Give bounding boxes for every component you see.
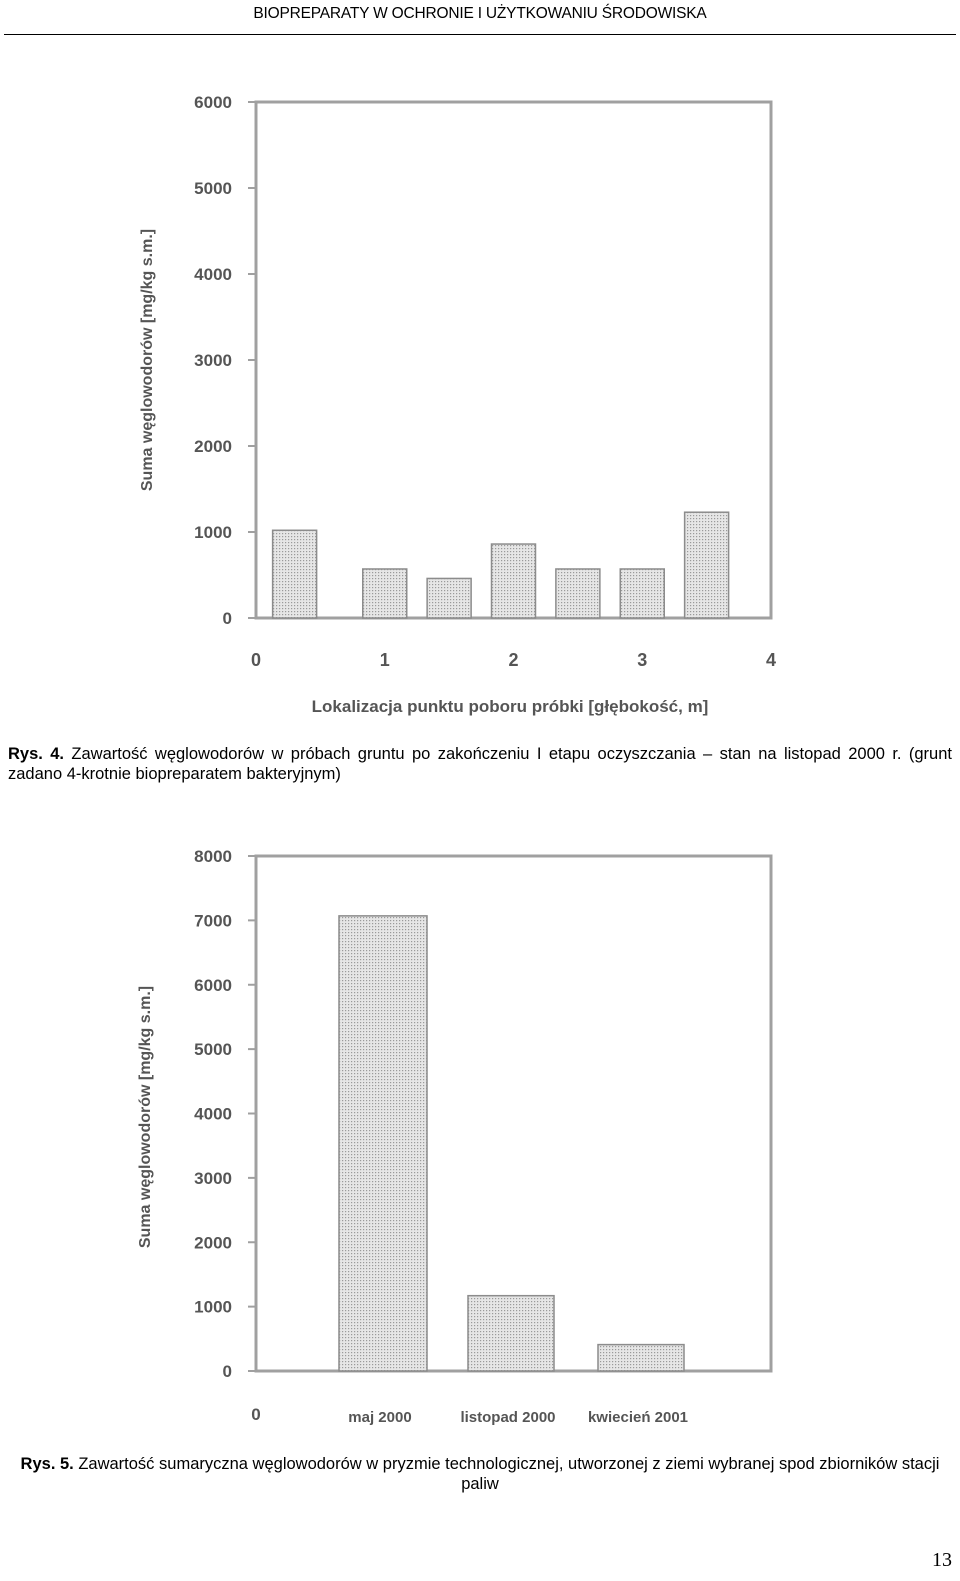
bar	[363, 569, 407, 618]
page-number: 13	[932, 1549, 952, 1571]
y-tick-label: 8000	[194, 847, 232, 866]
caption-figure-5	[8, 1454, 952, 1494]
x-category-label: kwiecień 2001	[587, 1409, 689, 1426]
chart-figure-4	[0, 80, 960, 730]
y-axis-label: Suma węglowodorów [mg/kg s.m.]	[137, 985, 154, 1249]
x-origin-label: 0	[251, 1405, 261, 1424]
y-tick-label: 1000	[194, 523, 232, 542]
x-tick-label: 0	[250, 650, 262, 670]
bar	[685, 512, 729, 618]
y-axis-label: Suma węglowodorów [mg/kg s.m.]	[139, 228, 156, 492]
y-tick-label: 5000	[194, 179, 232, 198]
y-tick-label: 6000	[194, 93, 232, 112]
y-tick-label: 7000	[194, 911, 232, 931]
caption-text: Zawartość węglowodorów w próbach gruntu po zakończeniu I etapu oczyszczania – stan na listopad 2000 r. (grunt zadano 4-krotnie biopreparatem bakteryjnym)	[8, 745, 952, 783]
bar	[468, 1296, 554, 1371]
bar	[556, 569, 600, 618]
chart-figure-5	[0, 830, 960, 1440]
x-axis-label: Lokalizacja punktu poboru próbki [głębokość, m]	[311, 697, 709, 716]
x-category-label: maj 2000	[348, 1409, 412, 1426]
y-tick-label: 3000	[194, 1168, 232, 1188]
chart-figure-4-svg	[0, 80, 960, 730]
x-tick-label: 2	[508, 650, 519, 670]
x-tick-label: 1	[379, 650, 390, 670]
plot-frame	[256, 856, 771, 1371]
header-divider	[4, 34, 956, 35]
bar	[598, 1345, 684, 1371]
bar	[620, 569, 664, 618]
y-tick-label: 4000	[194, 1104, 232, 1124]
y-tick-label: 1000	[194, 1297, 232, 1317]
y-tick-label: 4000	[194, 265, 232, 284]
caption-label: Rys. 5.	[20, 1455, 74, 1473]
page-header	[0, 0, 960, 36]
caption-figure-4	[8, 744, 952, 784]
bar	[339, 916, 427, 1371]
x-tick-label: 3	[637, 650, 648, 670]
y-tick-label: 0	[222, 1362, 232, 1381]
chart-figure-5-svg	[0, 830, 960, 1440]
y-tick-label: 0	[222, 609, 232, 628]
caption-text: Zawartość sumaryczna węglowodorów w pryzmie technologicznej, utworzonej z ziemi wybranej spod zbiorników stacji paliw	[73, 1455, 940, 1493]
running-title: BIOPREPARATY W OCHRONIE I UŻYTKOWANIU ŚRODOWISKA	[253, 5, 707, 22]
x-tick-label: 4	[765, 650, 777, 670]
x-category-label: listopad 2000	[460, 1409, 556, 1426]
bar	[273, 530, 317, 618]
y-tick-label: 6000	[194, 975, 232, 995]
bar	[427, 578, 471, 618]
caption-label: Rys. 4.	[8, 745, 65, 763]
y-tick-label: 3000	[194, 351, 232, 370]
y-tick-label: 2000	[194, 437, 232, 456]
y-tick-label: 5000	[194, 1040, 232, 1060]
y-tick-label: 2000	[194, 1233, 232, 1253]
bar	[492, 544, 536, 618]
